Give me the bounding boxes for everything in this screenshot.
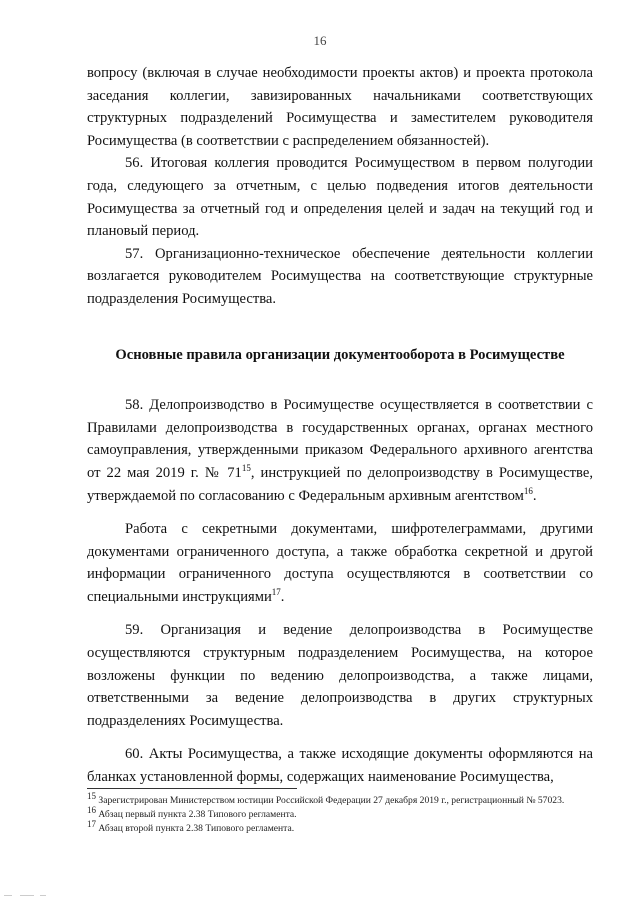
footnote-15 — [87, 790, 593, 808]
footnotes — [87, 790, 593, 836]
footnote-mark: 17 — [87, 818, 96, 829]
paragraph-58-text-b: , инструкцией по делопроизводству в Росимуществе, утверждаемой по согласованию с Федеральным архивным агентством — [87, 464, 593, 504]
paragraph-60: 60. Акты Росимущества, а также исходящие документы оформляются на бланках установленной формы, содержащих наименование Росимущества, — [87, 746, 593, 786]
paragraph-58-second — [87, 518, 593, 608]
footnote-ref-16: 16 — [523, 485, 533, 496]
paragraph-59: 59. Организация и ведение делопроизводства в Росимуществе осуществляются структурным подразделением Росимущества, на которое возложены функции по ведению делопроизводства, а также лицами, ответственными за ведение делопроизводства в других структурных подразделениях Росимущества. — [87, 622, 593, 729]
paragraph-58-second-text-a: Работа с секретными документами, шифротелеграммами, другими документами ограниченного доступа, а также обработка секретной и другой информации ограниченного доступа осуществляются в соответствии со специальными инструкциями — [87, 521, 593, 605]
paragraph-58-text-a: 58. Делопроизводство в Росимуществе осуществляется в соответствии с Правилами делопроизводства в государственных органах, органах местного самоуправления, утвержденными приказом Федерального архивного агентства от 22 мая 2019 г. № 71 — [87, 397, 593, 481]
page-number: 16 — [313, 33, 327, 48]
paragraph-58 — [87, 394, 593, 507]
document-body — [87, 62, 593, 789]
scan-edge-marks — [0, 893, 640, 899]
footnote-mark: 16 — [87, 804, 96, 815]
footnote-17 — [87, 818, 593, 836]
section-heading: Основные правила организации документооборота в Росимуществе — [115, 346, 565, 363]
footnote-mark: 15 — [87, 790, 96, 801]
footnote-separator — [87, 788, 297, 789]
paragraph-continuation: вопросу (включая в случае необходимости проекты актов) и проекта протокола заседания коллегии, завизированных начальниками соответствующих структурных подразделений Росимущества и заместителем руководителя Росимущества (в соответствии с распределением обязанностей). — [87, 65, 593, 149]
paragraph-56: 56. Итоговая коллегия проводится Росимуществом в первом полугодии года, следующего за отчетным, с целью подведения итогов деятельности Росимущества за отчетный год и определения целей и задач на текущий год и плановый период. — [87, 155, 593, 240]
footnote-16 — [87, 804, 593, 822]
paragraph-58-second-text-b: . — [280, 588, 285, 605]
footnote-text: Зарегистрирован Министерством юстиции Российской Федерации 27 декабря 2019 г., регистрационный № 57023. — [96, 795, 565, 806]
footnote-text: Абзац первый пункта 2.38 Типового регламента. — [96, 809, 297, 820]
paragraph-58-text-c: . — [532, 487, 537, 504]
footnote-ref-15: 15 — [241, 463, 251, 474]
footnote-text: Абзац второй пункта 2.38 Типового регламента. — [96, 823, 295, 834]
footnote-ref-17: 17 — [271, 587, 281, 598]
paragraph-57: 57. Организационно-техническое обеспечение деятельности коллегии возлагается руководителем Росимущества на соответствующие структурные подразделения Росимущества. — [87, 245, 593, 307]
